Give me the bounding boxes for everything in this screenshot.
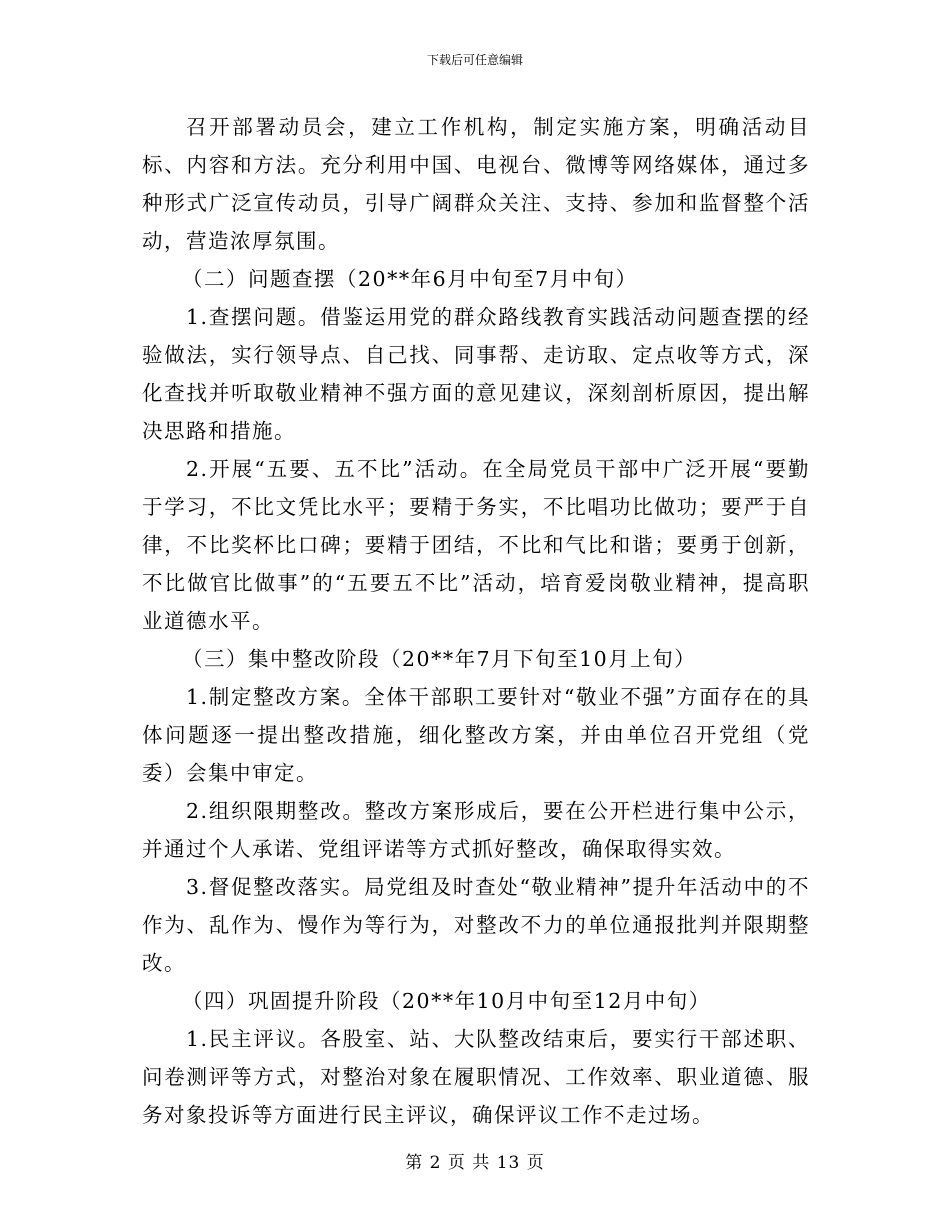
document-body	[142, 108, 810, 1134]
paragraph-deadline-rectification: 2.组织限期整改。整改方案形成后，要在公开栏进行集中公示，并通过个人承诺、党组评诺等方式抓好整改，确保取得实效。	[142, 799, 810, 861]
page-number-footer: 第 2 页 共 13 页	[405, 1153, 545, 1173]
header-note: 下载后可任意编辑	[426, 53, 523, 67]
paragraph-supervise-rectification: 3.督促整改落实。局党组及时查处“敬业精神”提升年活动中的不作为、乱作为、慢作为等行为，对整改不力的单位通报批判并限期整改。	[142, 875, 810, 975]
paragraph-democratic-review: 1.民主评议。各股室、站、大队整改结束后，要实行干部述职、问卷测评等方式，对整治对象在履职情况、工作效率、职业道德、服务对象投诉等方面进行民主评议，确保评议工作不走过场。	[142, 1027, 810, 1127]
section-heading-problem-check: （二）问题查摆（20**年6月中旬至7月中旬）	[182, 267, 638, 291]
section-heading-consolidation: （四）巩固提升阶段（20**年10月中旬至12月中旬）	[182, 989, 711, 1013]
paragraph-mobilization: 召开部署动员会，建立工作机构，制定实施方案，明确活动目标、内容和方法。充分利用中国、电视台、微博等网络媒体，通过多种形式广泛宣传动员，引导广阔群众关注、支持、参加和监督整个活动，营造浓厚氛围。	[142, 115, 810, 253]
paragraph-rectification-plan: 1.制定整改方案。全体干部职工要针对“敬业不强”方面存在的具体问题逐一提出整改措施，细化整改方案，并由单位召开党组（党委）会集中审定。	[142, 685, 810, 785]
paragraph-five-musts: 2.开展“五要、五不比”活动。在全局党员干部中广泛开展“要勤于学习，不比文凭比水平；要精于务实，不比唱功比做功；要严于自律，不比奖杯比口碑；要精于团结，不比和气比和谐；要勇于创新，不比做官比做事”的“五要五不比”活动，培育爱岗敬业精神，提高职业道德水平。	[142, 457, 810, 633]
section-heading-rectification: （三）集中整改阶段（20**年7月下旬至10月上旬）	[182, 647, 697, 671]
paragraph-check-problems: 1.查摆问题。借鉴运用党的群众路线教育实践活动问题查摆的经验做法，实行领导点、自己找、同事帮、走访取、定点收等方式，深化查找并听取敬业精神不强方面的意见建议，深刻剖析原因，提出解决思路和措施。	[142, 305, 810, 443]
